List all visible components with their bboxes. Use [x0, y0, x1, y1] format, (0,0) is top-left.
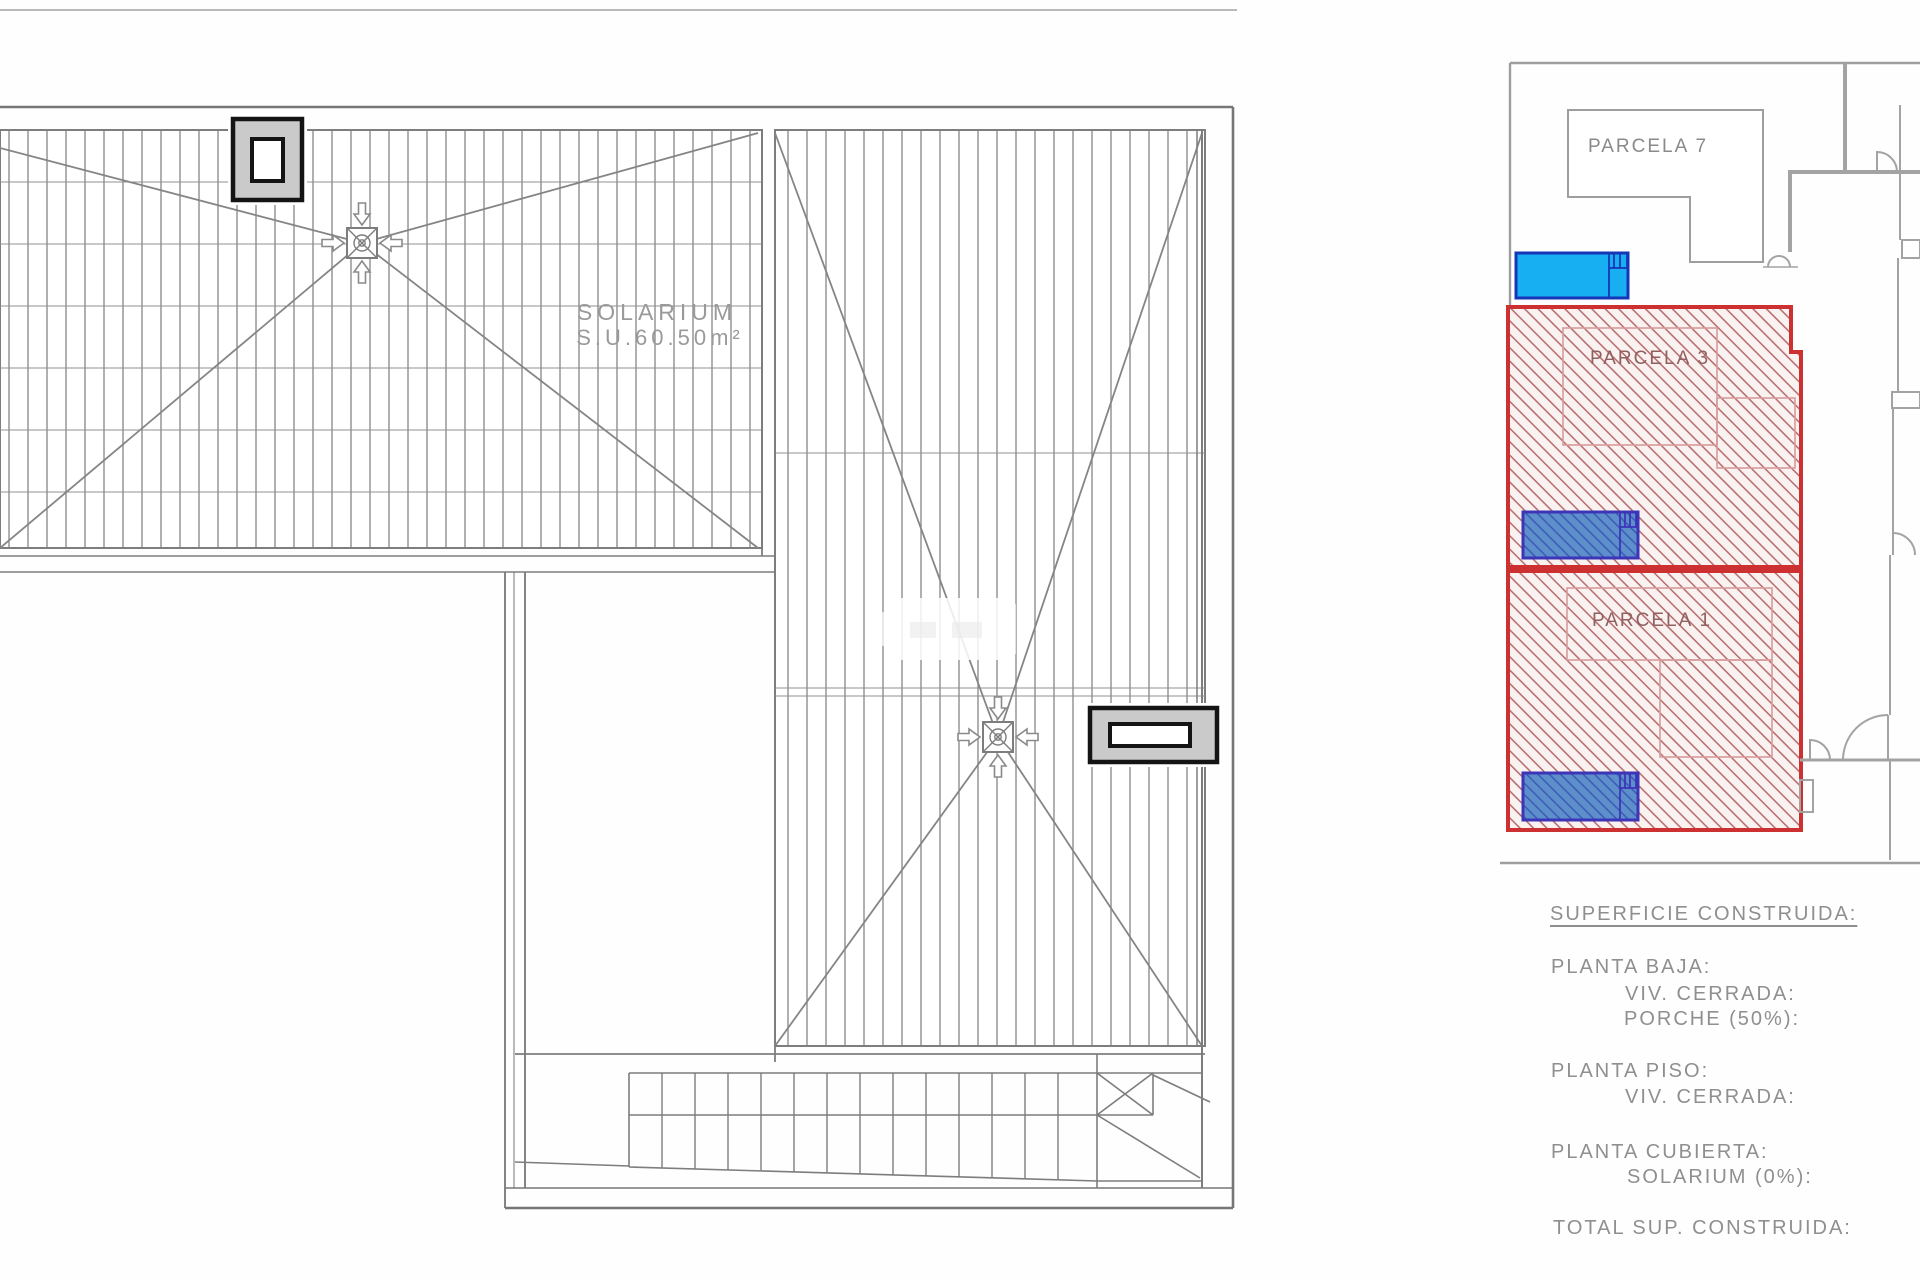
surface-table-section-planta-baja: PLANTA BAJA:: [1551, 956, 1712, 978]
stair-treads: [662, 1073, 1058, 1180]
roof-section-left: [0, 130, 775, 572]
surface-table-item-solarium: SOLARIUM (0%):: [1627, 1166, 1813, 1188]
surface-table-item-porche: PORCHE (50%):: [1624, 1008, 1801, 1030]
parcela-7-label: PARCELA 7: [1587, 136, 1709, 157]
door-arc-icon: [1768, 256, 1790, 267]
parcela-3-label: PARCELA 3: [1589, 348, 1711, 369]
surface-table-item-viv-cerrada-piso: VIV. CERRADA:: [1625, 1086, 1796, 1108]
staircase: [515, 1054, 1210, 1188]
solarium-label-line2: S.U.60.50m²: [576, 325, 744, 350]
parcela-7-outline: [1568, 110, 1763, 262]
stair-winder: [1097, 1073, 1210, 1181]
roof-divider-wall: [762, 130, 775, 1062]
surface-table-title: SUPERFICIE CONSTRUIDA:: [1550, 903, 1858, 925]
pool-parcela-3: [1523, 512, 1638, 558]
door-arc-icon: [1893, 533, 1915, 555]
watermark: [870, 598, 1016, 660]
door-arc-icon: [1877, 152, 1897, 172]
door-arc-icon: [1843, 715, 1888, 760]
surface-table-item-viv-cerrada-baja: VIV. CERRADA:: [1625, 983, 1796, 1005]
surface-table-section-planta-piso: PLANTA PISO:: [1551, 1060, 1710, 1082]
pool-parcela-1: [1523, 773, 1638, 820]
pool-parcela-7: [1516, 253, 1628, 298]
site-plan: [1500, 63, 1920, 863]
surface-table-total: TOTAL SUP. CONSTRUIDA:: [1553, 1217, 1852, 1239]
roof-plan: [0, 10, 1237, 1208]
parcela-1-label: PARCELA 1: [1591, 610, 1713, 631]
chimney-icon: [1085, 703, 1222, 767]
chimney-icon: [228, 114, 307, 205]
parcela-1: [1508, 571, 1801, 830]
door-arc-icon: [1810, 740, 1830, 760]
solarium-label-line1: SOLARIUM: [576, 299, 738, 325]
parcela-3: [1508, 307, 1801, 567]
surface-table-section-planta-cubierta: PLANTA CUBIERTA:: [1551, 1141, 1769, 1163]
parcela-7: [1568, 110, 1763, 262]
